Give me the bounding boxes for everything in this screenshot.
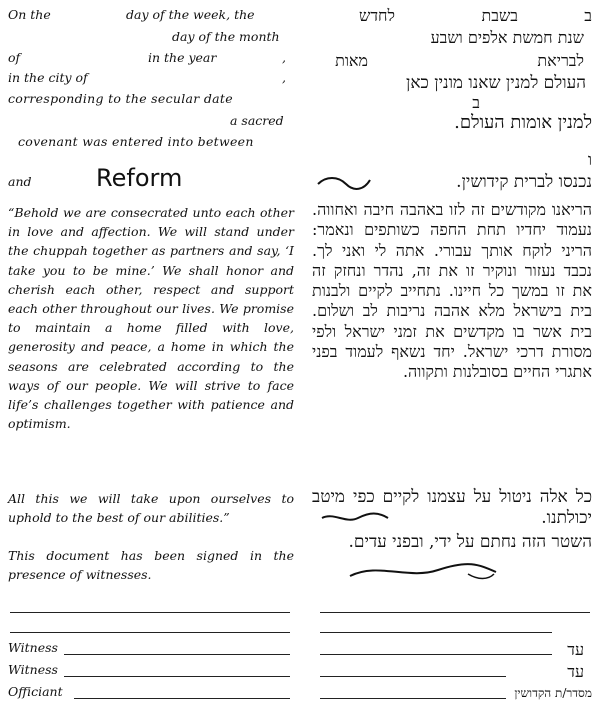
hebrew-vow-block: הריאנו מקודשים זה לזו באהבה חיבה ואחווה. נעמוד יחדיו תחת החפה כשותפים ונאמר: הריני לוקח אותך עבורי. אתה לי ואני לך. נכבד נעזור ונוקיר זו את זה, נהדר ונחזק זה את זו במשך כל חיינו. נתחייב לקיים ולבנות בית בישראל מלא אהבה נריבות לב ושלום. בית אשר בו מקדשים את זמני ישראל ולפי מסורת דרכי ישראל. יחד נשאף לעמוד בפני אתגרי החיים בסובלנות ותקווה. bbox=[312, 200, 592, 382]
hebrew-line5: ב bbox=[472, 93, 480, 112]
english-vow-paragraph: “Behold we are consecrated unto each other in love and affection. We will stand under the chuppah together as partners and say, ‘I take you to be mine.’ We shall honor and cherish each other, respect and support each other throughout our lives. We promise to maintain a home filled with love, generosity and peace, a home in which the seasons are celebrated according to the ways of our people. We will strive to face life’s challenges together with patience and optimism. bbox=[8, 205, 294, 432]
hebrew-line3-briat: לבריאת bbox=[537, 51, 584, 70]
header-day-of-month: day of the month bbox=[172, 29, 280, 44]
hebrew-line2: שנת חמשת אלפים ושבע bbox=[430, 28, 584, 47]
english-uphold-paragraph: All this we will take upon ourselves to uphold to the best of our abilities.” bbox=[8, 491, 294, 526]
english-signed-paragraph: This document has been signed in the presence of witnesses. bbox=[8, 548, 294, 583]
flourish-swash-2 bbox=[320, 510, 390, 526]
header-comma-1: , bbox=[282, 50, 286, 65]
header-day-of-week: day of the week, the bbox=[126, 7, 255, 22]
hebrew-officiant-line bbox=[320, 676, 506, 677]
header-on-the: On the bbox=[8, 7, 51, 22]
header-covenant: covenant was entered into between bbox=[18, 134, 254, 149]
witness-2-label: Witness bbox=[8, 662, 58, 677]
signature-line-blank-2 bbox=[10, 632, 290, 633]
hebrew-witness-2-label: עד bbox=[567, 662, 584, 681]
header-line-4 bbox=[8, 70, 286, 85]
hebrew-line1-shabbat: בשבת bbox=[481, 6, 518, 25]
hebrew-officiant-line-2 bbox=[320, 698, 506, 699]
and-label: and bbox=[8, 174, 32, 189]
witness-2-line bbox=[64, 676, 290, 677]
reform-label: Reform bbox=[96, 164, 183, 192]
header-comma-2: , bbox=[282, 70, 286, 85]
header-line-3 bbox=[8, 50, 286, 65]
hebrew-line4: העולם למנין שאנו מונין כאן bbox=[406, 73, 586, 93]
header-city: in the city of bbox=[8, 70, 88, 85]
hebrew-line6: למנין אומות העולם. bbox=[454, 112, 592, 133]
hebrew-line7-vav: ו bbox=[587, 150, 592, 169]
hebrew-line8: נכנסו לברית קידושין. bbox=[456, 172, 592, 192]
signature-line-blank-1 bbox=[10, 612, 290, 613]
hebrew-signature-line-blank-1 bbox=[320, 612, 590, 613]
hebrew-column bbox=[300, 0, 600, 711]
header-a-sacred: a sacred bbox=[230, 113, 284, 128]
header-of: of bbox=[8, 50, 21, 65]
hebrew-line1-chodesh: לחדש bbox=[359, 6, 395, 25]
hebrew-uphold-block: כל אלה ניטול על עצמנו לקיים כפי מיטב יכולתנו. bbox=[312, 487, 592, 528]
hebrew-witness-1-label: עד bbox=[567, 640, 584, 659]
hebrew-witness-2-line bbox=[320, 654, 552, 655]
officiant-line bbox=[74, 698, 290, 699]
hebrew-officiant-label: מסדר/ת הקדושין bbox=[514, 686, 592, 700]
header-in-the-year: in the year bbox=[148, 50, 217, 65]
hebrew-line3-meot: מאות bbox=[335, 51, 368, 70]
header-line-1 bbox=[8, 7, 255, 22]
hebrew-witness-1-line bbox=[320, 632, 552, 633]
flourish-swash-3 bbox=[348, 560, 498, 582]
officiant-label: Officiant bbox=[8, 684, 63, 699]
hebrew-line1-bet: ב bbox=[584, 6, 592, 25]
witness-1-line bbox=[64, 654, 290, 655]
flourish-swash-1 bbox=[316, 174, 372, 194]
witness-1-label: Witness bbox=[8, 640, 58, 655]
header-secular-date: corresponding to the secular date bbox=[8, 91, 233, 106]
hebrew-signed-block: השטר הזה נחתם על ידי, ובפני עדים. bbox=[348, 532, 592, 552]
